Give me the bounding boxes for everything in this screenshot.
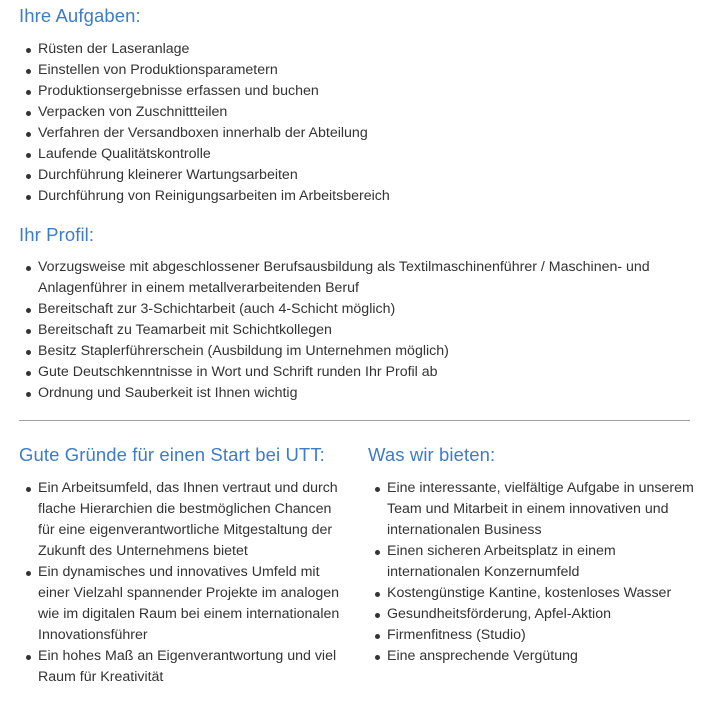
list-item [19,257,699,299]
list-item-text: Produktionsergebnisse erfassen und buchen [38,83,319,99]
list-item [19,341,699,362]
list-bieten [368,478,698,667]
list-item-text: Durchführung kleinerer Wartungsarbeiten [38,167,298,183]
list-item [368,625,698,646]
list-item-text: Ordnung und Sauberkeit ist Ihnen wichtig [38,385,298,401]
bullet-icon [26,90,31,95]
list-item [19,102,699,123]
bullet-icon [375,487,380,492]
list-item-text: Verpacken von Zuschnittteilen [38,104,228,120]
bullet-icon [26,371,31,376]
heading-gruende: Gute Gründe für einen Start bei UTT: [19,444,325,465]
list-item [19,362,699,383]
list-item-text: Ein Arbeitsumfeld, das Ihnen vertraut und durch flache Hierarchien die bestmöglichen Chancen für eine eigenverantwortliche Mitgestaltung der Zukunft des Unternehmens bietet [38,480,338,559]
list-item-text: Kostengünstige Kantine, kostenloses Wasser [387,585,672,601]
list-item [19,123,699,144]
list-profil [19,257,699,404]
list-item [19,478,349,562]
list-item-text: Einstellen von Produktionsparametern [38,62,278,78]
bullet-icon [375,634,380,639]
list-item-text: Besitz Staplerführerschein (Ausbildung im Unternehmen möglich) [38,343,449,359]
list-item-text: Eine ansprechende Vergütung [387,648,578,664]
list-aufgaben [19,39,699,207]
list-item [368,646,698,667]
list-item-text: Laufende Qualitätskontrolle [38,146,211,162]
list-item [19,383,699,404]
bullet-icon [375,613,380,618]
section-gruende [19,443,349,688]
bullet-icon [375,592,380,597]
list-item [19,186,699,207]
list-item-text: Einen sicheren Arbeitsplatz in einem internationalen Konzernumfeld [387,543,616,580]
list-item [19,81,699,102]
list-item-text: Eine interessante, vielfältige Aufgabe in unserem Team und Mitarbeit in einem innovativen und internationalen Business [387,480,694,538]
heading-profil: Ihr Profil: [19,224,95,245]
list-item [19,144,699,165]
list-item-text: Gesundheitsförderung, Apfel-Aktion [387,606,611,622]
list-item-text: Bereitschaft zu Teamarbeit mit Schichtkollegen [38,322,332,338]
list-item-text: Gute Deutschkenntnisse in Wort und Schrift runden Ihr Profil ab [38,364,438,380]
section-bieten [368,443,698,667]
heading-aufgaben: Ihre Aufgaben: [19,5,141,26]
list-item [368,604,698,625]
list-item [368,583,698,604]
list-item-text: Ein hohes Maß an Eigenverantwortung und viel Raum für Kreativität [38,648,337,685]
section-profil [19,223,699,404]
bullet-icon [26,132,31,137]
bullet-icon [375,655,380,660]
bullet-icon [26,111,31,116]
heading-bieten: Was wir bieten: [368,444,496,465]
bullet-icon [26,153,31,158]
bullet-icon [26,350,31,355]
list-item [368,541,698,583]
list-item [19,320,699,341]
bullet-icon [26,655,31,660]
list-item-text: Durchführung von Reinigungsarbeiten im Arbeitsbereich [38,188,390,204]
list-item [19,39,699,60]
bullet-icon [26,487,31,492]
list-item [19,165,699,186]
section-divider [19,420,690,421]
bullet-icon [26,266,31,271]
bullet-icon [26,195,31,200]
list-item [19,299,699,320]
list-gruende [19,478,349,688]
bullet-icon [26,69,31,74]
bullet-icon [26,48,31,53]
list-item-text: Rüsten der Laseranlage [38,41,190,57]
list-item [19,646,349,688]
list-item-text: Bereitschaft zur 3-Schichtarbeit (auch 4-Schicht möglich) [38,301,396,317]
list-item [368,478,698,541]
list-item-text: Verfahren der Versandboxen innerhalb der Abteilung [38,125,368,141]
list-item-text: Ein dynamisches und innovatives Umfeld mit einer Vielzahl spannender Projekte im analogen wie im digitalen Raum bei einem internationalen Innovationsführer [38,564,340,643]
list-item [19,60,699,81]
bullet-icon [26,392,31,397]
bullet-icon [26,174,31,179]
list-item [19,562,349,646]
bullet-icon [26,571,31,576]
section-aufgaben [19,4,699,207]
bullet-icon [26,329,31,334]
bullet-icon [375,550,380,555]
list-item-text: Vorzugsweise mit abgeschlossener Berufsausbildung als Textilmaschinenführer / Maschinen- und Anlagenführer in einem metallverarbeitenden Beruf [38,259,650,296]
list-item-text: Firmenfitness (Studio) [387,627,526,643]
bullet-icon [26,308,31,313]
